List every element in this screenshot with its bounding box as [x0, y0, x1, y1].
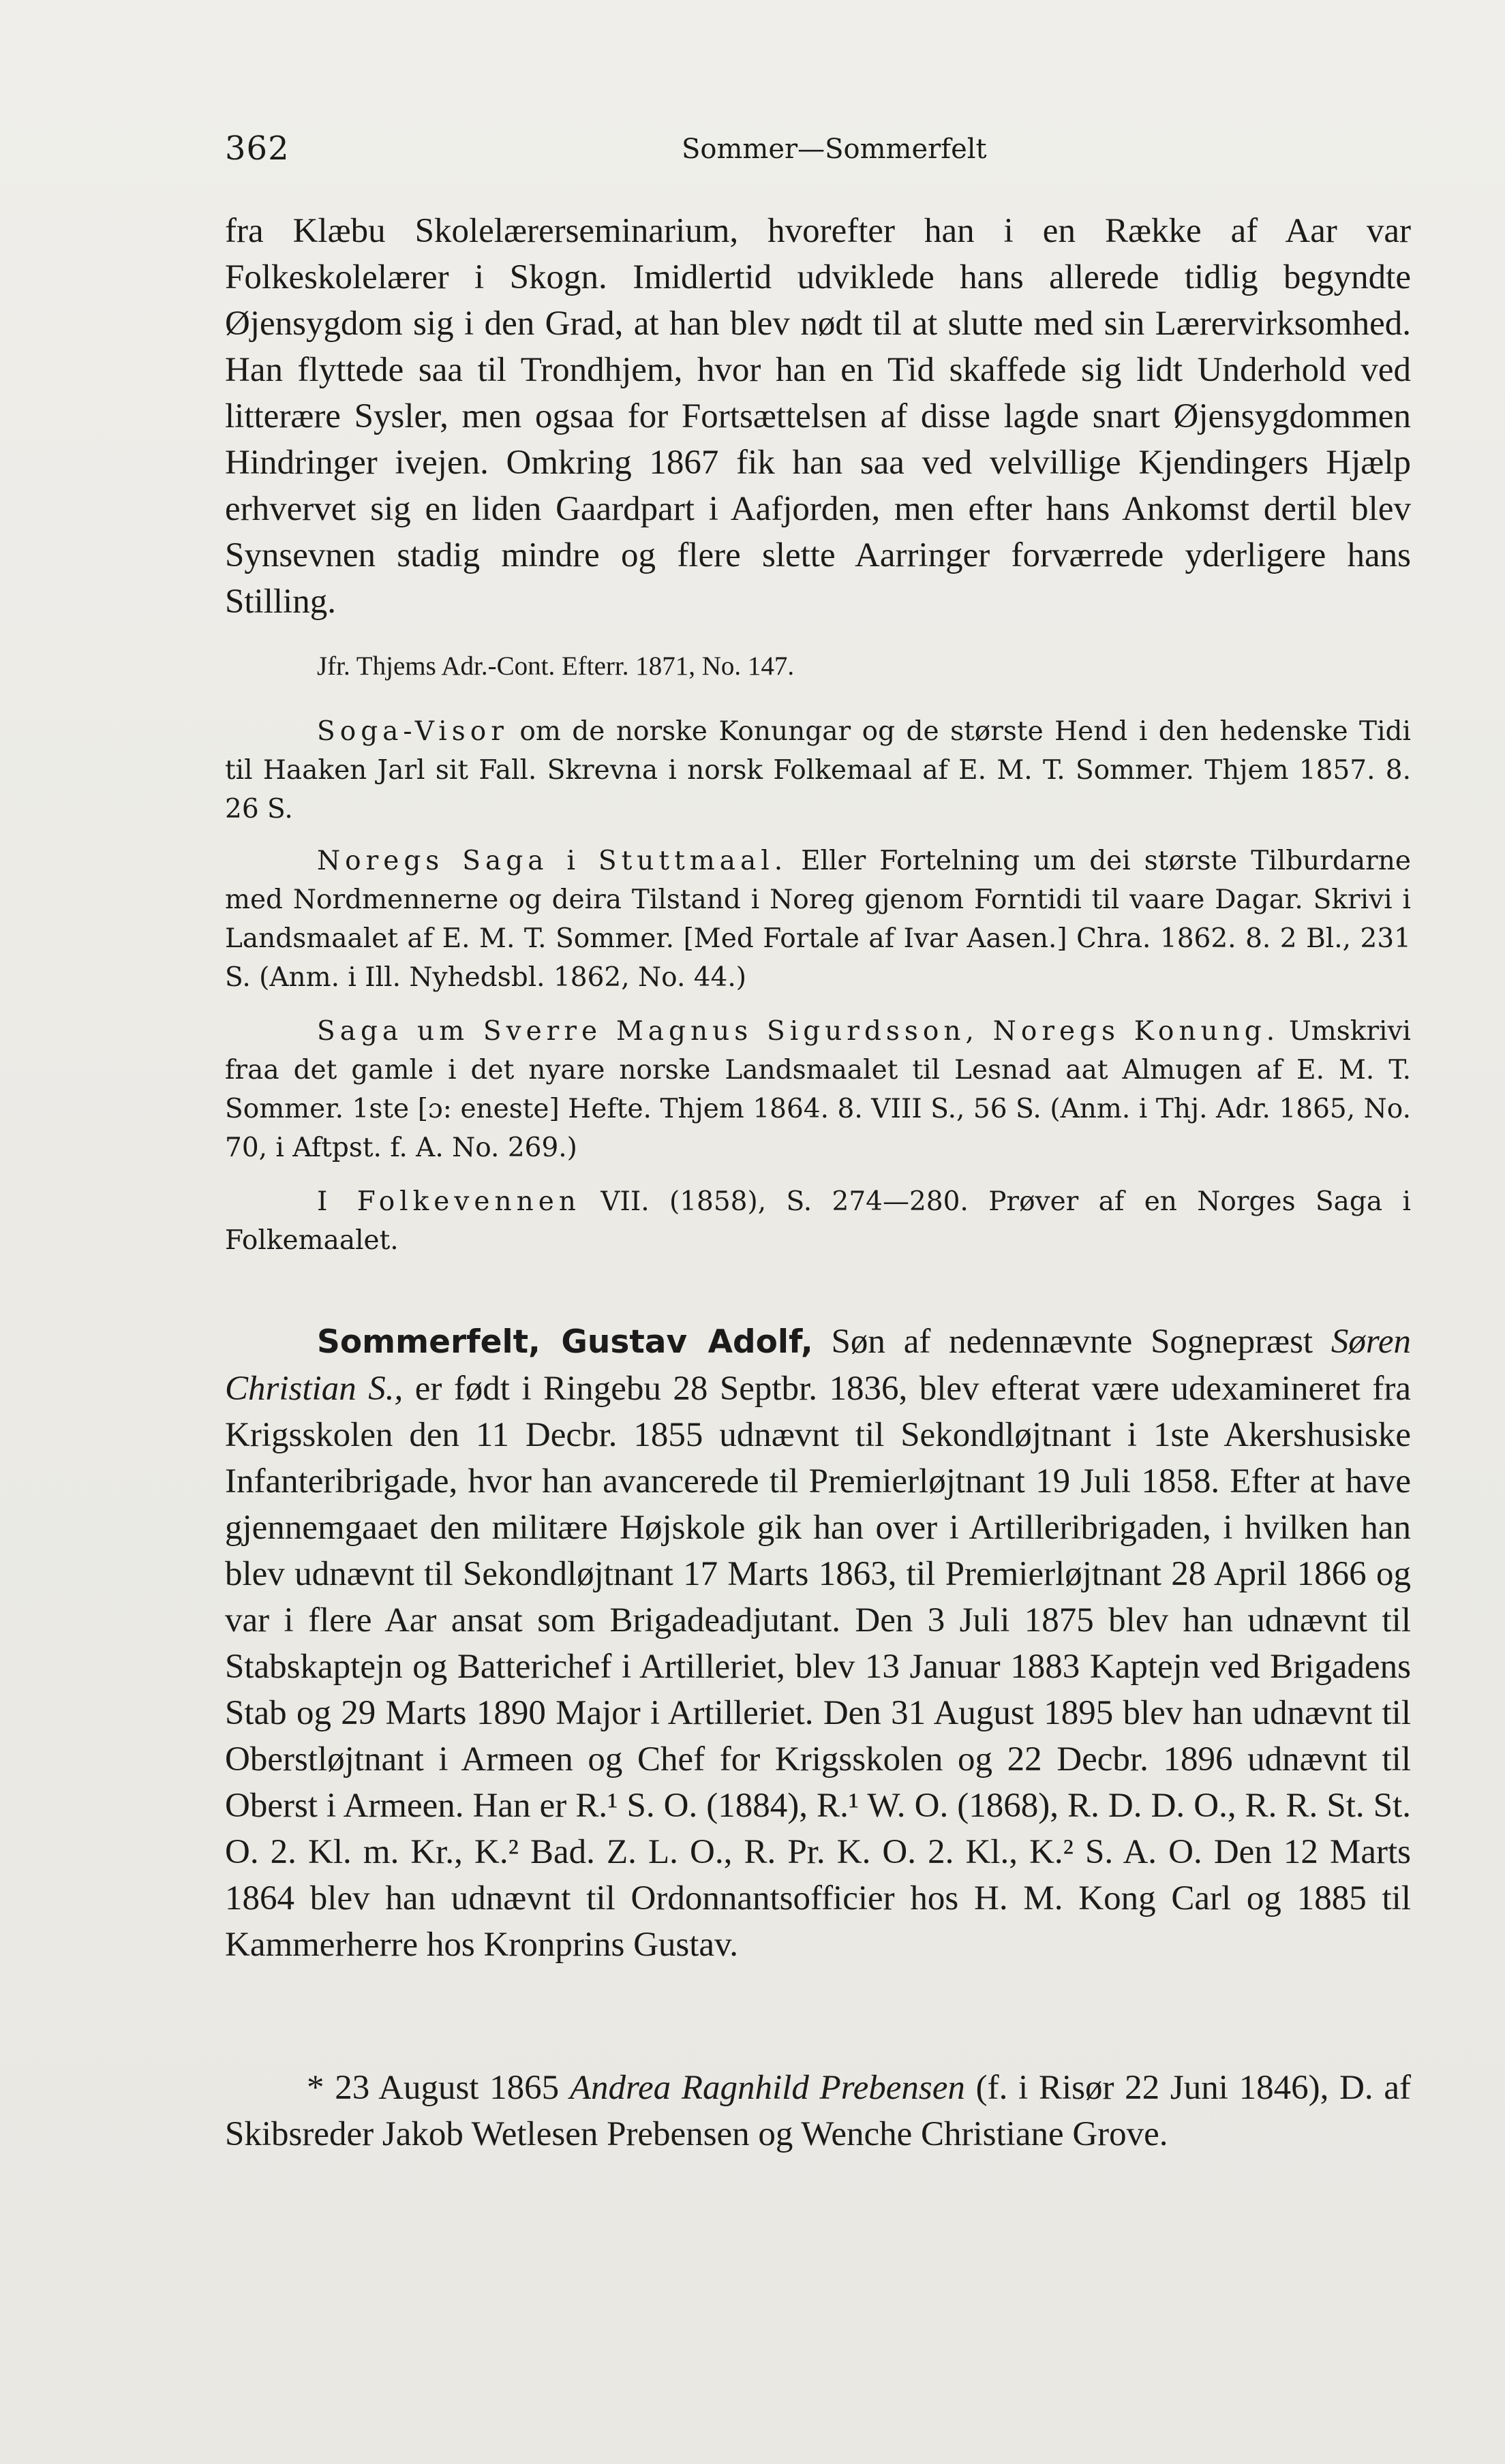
running-title: Sommer—Sommerfelt: [682, 134, 987, 165]
bibliography-details: VII. (1858), S. 274—280. Prøver af en Norges Saga i Folkemaalet.: [225, 1186, 1411, 1256]
running-header: [225, 129, 1411, 184]
bibliography-details: om de norske Konungar og de største Hend i den hedenske Tidi til Haaken Jarl sit Fall. Skrevna i norsk Folkemaal af E. M. T. Sommer. Thjem 1857. 8. 26 S.: [225, 716, 1411, 825]
bibliography-title: Soga-Visor: [317, 716, 508, 747]
marriage-wife: Andrea Ragnhild Prebensen: [569, 2069, 965, 2107]
paragraph-continuation: fra Klæbu Skolelærerseminarium, hvorefter han i en Række af Aar var Folkeskolelærer i Skogn. Imidlertid udviklede hans allerede tidlig begyndte Øjensygdom sig i den Grad, at han blev nødt til at slutte med sin Lærervirksomhed. Han flyttede saa til Trondhjem, hvor han en Tid skaffede sig lidt Underhold ved litterære Sysler, men ogsaa for Fortsættelsen af disse lagde snart Øjensygdommen Hindringer ivejen. Omkring 1867 fik han saa ved velvillige Kjendingers Hjælp erhvervet sig en liden Gaardpart i Aafjorden, men efter hans Ankomst dertil blev Synsevnen stadig mindre og flere slette Aarringer forværrede yderligere hans Stilling.: [225, 212, 1411, 621]
marriage-note: [225, 2065, 1411, 2157]
bibliography-item: [225, 842, 1411, 997]
biography-entry: [225, 1319, 1411, 1968]
entry-name: Sommerfelt, Gustav Adolf,: [317, 1323, 813, 1361]
entry-text-a: Søn af nedennævnte Sognepræst: [812, 1323, 1331, 1361]
page-number: 362: [225, 129, 290, 168]
bibliography-title: Saga um Sverre Magnus Sigurdsson, Noregs Konung.: [317, 1016, 1280, 1047]
bibliography-item: [225, 1182, 1411, 1260]
bibliography-title: Noregs Saga i Stuttmaal.: [317, 846, 788, 876]
entry-text-b: er født i Ringebu 28 Septbr. 1836, blev efterat være udexamineret fra Krigsskolen den 11 Decbr. 1855 udnævnt til Sekondløjtnant i 1ste Akershusiske Infanteribrigade, hvor han avancerede til Premierløjtnant 19 Juli 1858. Efter at have gjennemgaaet den militære Højskole gik han over i Artilleribrigaden, i hvilken han blev udnævnt til Sekondløjtnant 17 Marts 1863, til Premierløjtnant 28 April 1866 og var i flere Aar ansat som Brigadeadjutant. Den 3 Juli 1875 blev han udnævnt til Stabskaptejn og Batterichef i Artilleriet, blev 13 Januar 1883 Kaptejn ved Brigadens Stab og 29 Marts 1890 Major i Artilleriet. Den 31 August 1895 blev han udnævnt til Oberstløjtnant i Armeen og Chef for Krigsskolen og 22 Decbr. 1896 udnævnt til Oberst i Armeen. Han er R.¹ S. O. (1884), R.¹ W. O. (1868), R. D. D. O., R. R. St. St. O. 2. Kl. m. Kr., K.² Bad. Z. L. O., R. Pr. K. O. 2. Kl., K.² S. A. O. Den 12 Marts 1864 blev han udnævnt til Ordonnantsofficier hos H. M. Kong Carl og 1885 til Kammerherre hos Kronprins Gustav.: [225, 1370, 1411, 1964]
bibliography-title: I Folkevennen: [317, 1186, 581, 1217]
marriage-text-a: * 23 August 1865: [307, 2069, 570, 2107]
marriage-text-b: (f. i Risør 22 Juni 1846), D. af Skibsreder Jakob Wetlesen Prebensen og Wenche Christiane Grove.: [225, 2069, 1411, 2153]
bibliography-details: Eller Fortelning um dei største Tilburdarne med Nordmennerne og deira Tilstand i Noreg gjenom Forntidi til vaare Dagar. Skrivi i Landsmaalet af E. M. T. Sommer. [Med Fortale af Ivar Aasen.] Chra. 1862. 8. 2 Bl., 231 S. (Anm. i Ill. Nyhedsbl. 1862, No. 44.): [225, 846, 1411, 993]
bibliography-details: Umskrivi fraa det gamle i det nyare norske Landsmaalet til Lesnad aat Almugen af E. M. T. Sommer. 1ste [ɔ: eneste] Hefte. Thjem 1864. 8. VIII S., 56 S. (Anm. i Thj. Adr. 1865, No. 70, i Aftpst. f. A. No. 269.): [225, 1016, 1411, 1163]
bibliography-item: [225, 712, 1411, 829]
entry-father: Søren Christian S.,: [225, 1323, 1411, 1408]
reference-note: Jfr. Thjems Adr.-Cont. Efterr. 1871, No. 147.: [317, 651, 795, 681]
bibliography-item: [225, 1012, 1411, 1167]
